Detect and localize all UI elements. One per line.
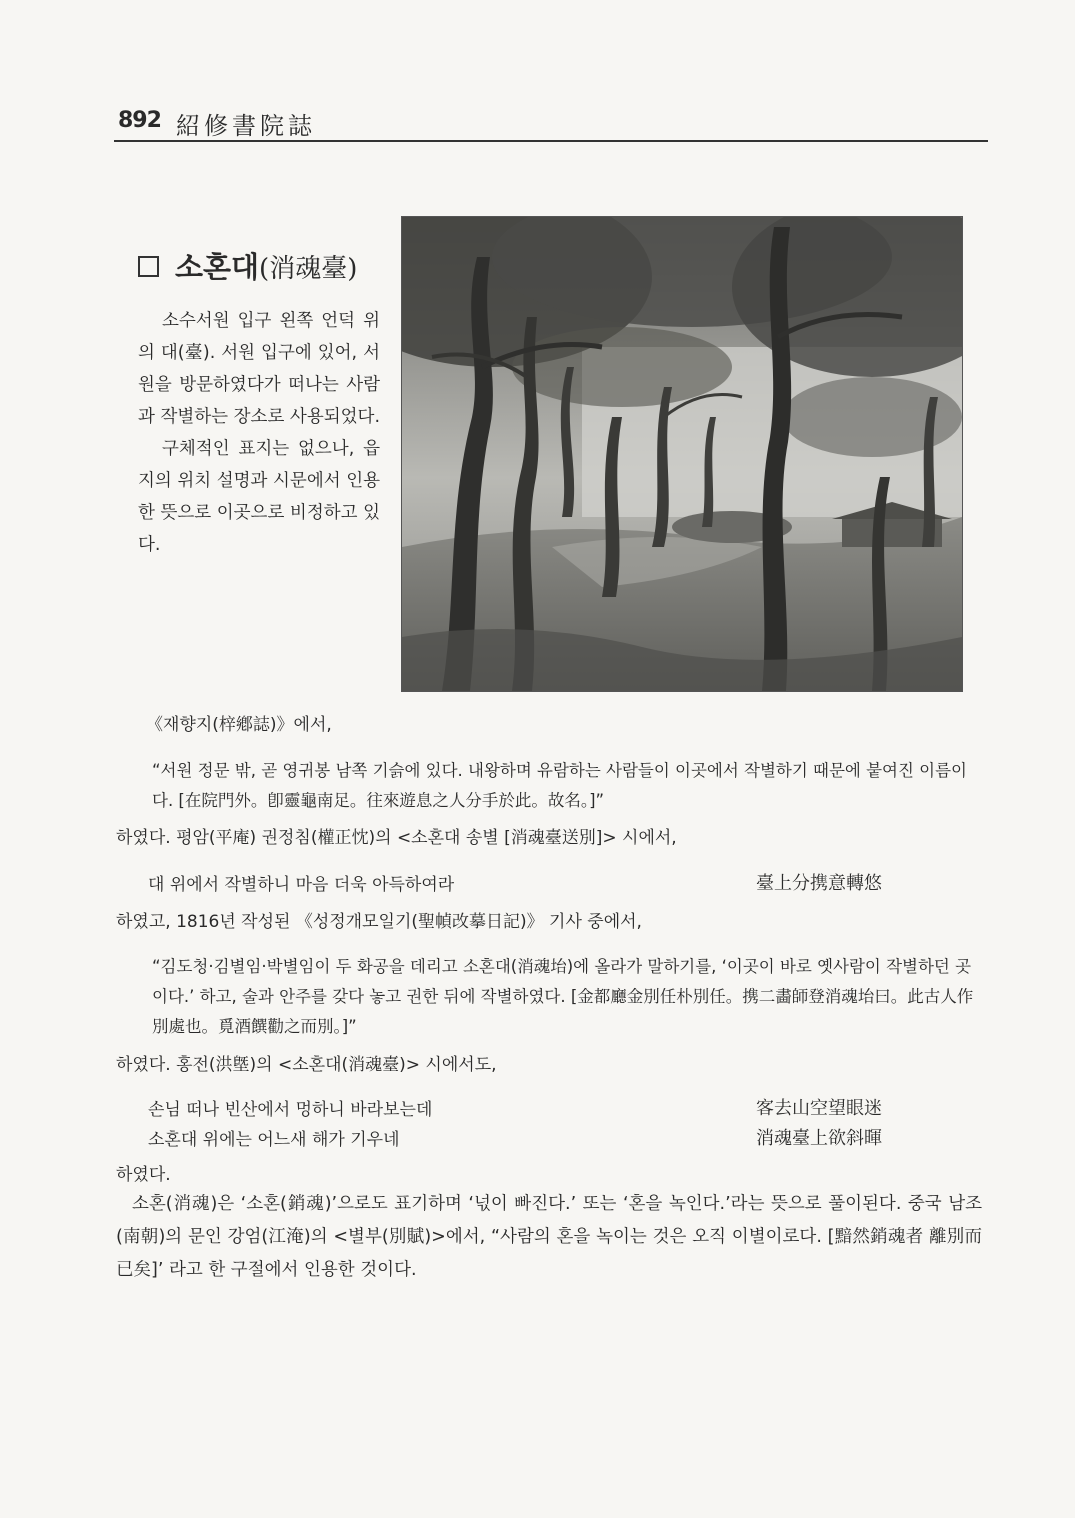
intro-paragraph-2: 구체적인 표지는 없으나, 읍지의 위치 설명과 시문에서 인용한 뜻으로 이곳으로 비정하고 있다. (138, 439, 381, 555)
poem-2-korean-line-2: 소혼대 위에는 어느새 해가 기우네 (148, 1130, 400, 1150)
poem-1-korean: 대 위에서 작별하니 마음 더욱 아득하여라 (148, 875, 455, 895)
body-line-1: 《재향지(梓鄕誌)》에서, (146, 715, 332, 735)
page-header (114, 106, 988, 142)
poem-1-hanja: 臺上分携意轉悠 (756, 873, 882, 894)
poem-2-hanja-line-2: 消魂臺上欲斜暉 (756, 1128, 882, 1149)
square-bullet-icon (138, 256, 159, 277)
quote-2: “김도청·김별임·박별임이 두 화공을 데리고 소혼대(消魂坮)에 올라가 말하기를, ‘이곳이 바로 옛사람이 작별하던 곳이다.’ 하고, 술과 안주를 갖다 놓고 권한 뒤에 작별하였다. [金都廳金別任朴別任。携二畵師登消魂坮曰。此古人作別處也。覓酒饌勸之而別。]” (152, 957, 974, 1036)
poem-2-korean-line-1: 손님 떠나 빈산에서 멍하니 바라보는데 (148, 1100, 433, 1120)
section-title-korean: 소혼대 (175, 250, 260, 284)
closing-paragraph: 소혼(消魂)은 ‘소혼(銷魂)’으로도 표기하며 ‘넋이 빠진다.’ 또는 ‘혼을 녹인다.’라는 뜻으로 풀이된다. 중국 남조(南朝)의 문인 강엄(江淹)의 <별부(別賦)>에서, “사람의 혼을 녹이는 것은 오직 이별이로다. [黯然銷魂者 離別而已矣]’ 라고 한 구절에서 인용한 것이다. (116, 1194, 982, 1280)
poem-2-hanja-line-1: 客去山空望眼迷 (756, 1098, 882, 1119)
pine-forest-illustration (402, 217, 962, 691)
section-title-hanja: (消魂臺) (259, 254, 358, 284)
body-line-5: 하였다. (116, 1165, 171, 1185)
pine-forest-photo (401, 216, 963, 692)
body-line-2: 하였다. 평암(平庵) 권정침(權正忱)의 <소혼대 송별 [消魂臺送別]> 시에서, (116, 828, 677, 848)
body-line-3: 하였고, 1816년 작성된 《성정개모일기(聖幀改摹日記)》 기사 중에서, (116, 912, 642, 932)
page-number: 892 (118, 108, 161, 133)
body-line-4: 하였다. 홍전(洪墍)의 <소혼대(消魂臺)> 시에서도, (116, 1055, 497, 1075)
quote-1: “서원 정문 밖, 곧 영귀봉 남쪽 기슭에 있다. 내왕하며 유람하는 사람들이 이곳에서 작별하기 때문에 붙여진 이름이다. [在院門外。卽靈龜南足。往來遊息之人分手於此。故名。]” (152, 761, 967, 810)
book-title: 紹修書院誌 (176, 112, 316, 140)
section-title (138, 245, 357, 286)
intro-paragraph-1: 소수서원 입구 왼쪽 언덕 위의 대(臺). 서원 입구에 있어, 서원을 방문하였다가 떠나는 사람과 작별하는 장소로 사용되었다. (138, 311, 381, 427)
intro-text (138, 305, 380, 561)
